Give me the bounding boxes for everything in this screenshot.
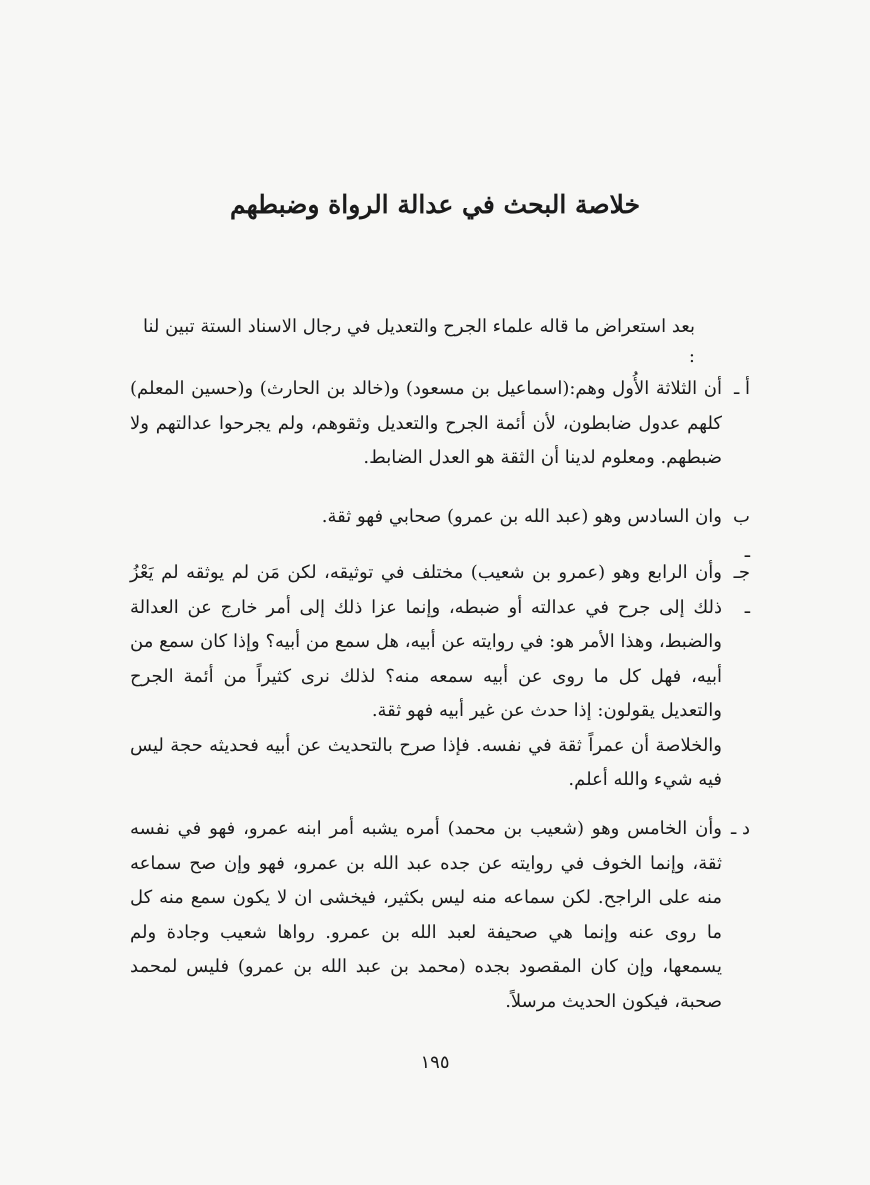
item-text: وأن الرابع وهو (عمرو بن شعيب) مختلف في توثيقه، لكن مَن لم يوثقه لم يَعْزُ ذلك إلى جرح في عدالته أو ضبطه، وإنما عزا ذلك إلى أمر خارج عن العدالة والضبط، وهذا الأمر هو: في روايته عن أبيه، هل سمع من أبيه؟ وإذا كان سمع من أبيه، فهل كل ما روى عن أبيه سمعه منه؟ لذلك نرى كثيراً من أئمة الجرح والتعديل يقولون: إذا حدث عن غير أبيه فهو ثقة. [130,562,722,721]
list-item-alif [130,372,750,476]
item-text: وأن الخامس وهو (شعيب بن محمد) أمره يشبه أمر ابنه عمرو، فهو في نفسه ثقة، وإنما الخوف في روايته عن جده عبد الله بن عمرو، فهو وإن صح سماعه منه على الراجح. لكن سماعه منه ليس بكثير، فيخشى ان لا يكون سمع منه كل ما روى عنه وإنما هي صحيفة لعبد الله بن عمرو. رواها شعيب وجادة ولم يسمعها، وإن كان المقصود بجده (محمد بن عبد الله بن عمرو) فليس لمحمد صحبة، فيكون الحديث مرسلاً. [130,818,722,1012]
list-item-dal [130,812,750,1019]
item-marker: د ـ [730,818,750,839]
item-text: وان السادس وهو (عبد الله بن عمرو) صحابي فهو ثقة. [321,506,722,527]
page-number: ١٩٥ [420,1052,450,1073]
intro-paragraph: بعد استعراض ما قاله علماء الجرح والتعديل في رجال الاسناد الستة تبين لنا : [142,316,695,367]
list-item-ba [130,500,750,562]
page-title: خلاصة البحث في عدالة الرواة وضبطهم [229,190,641,219]
item-marker: أ ـ [734,378,750,399]
item-summary-text: والخلاصة أن عمراً ثقة في نفسه. فإذا صرح بالتحديث عن أبيه فحديثه حجة ليس فيه شيء والله أعلم. [130,734,722,790]
item-marker: ب ـ [733,506,750,562]
list-item-jim [130,556,750,798]
item-text: أن الثلاثة الأُول وهم:(اسماعيل بن مسعود) و(خالد بن الحارث) و(حسين المعلم) كلهم عدول ضابطون، لأن أئمة الجرح والتعديل وثقوهم، ولم يجرحوا عدالتهم ولا ضبطهم. ومعلوم لدينا أن الثقة هو العدل الضابط. [130,378,722,468]
item-marker: جـ ـ [733,562,750,618]
